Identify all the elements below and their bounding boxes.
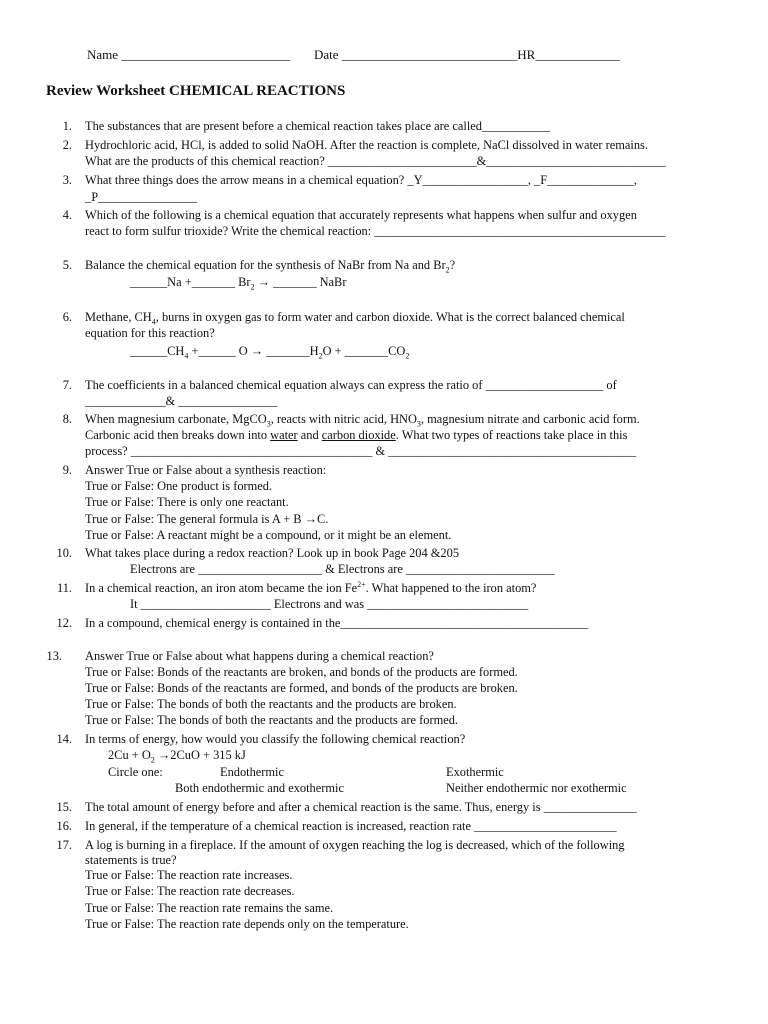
list-item: True or False: One product is formed. [85, 479, 273, 493]
question-4-line1: Which of the following is a chemical equation that accurately represents what happens when sulfur and oxygen [85, 208, 637, 222]
question-13-line1: Answer True or False about what happens during a chemical reaction? [85, 649, 434, 663]
question-number: 1. [62, 119, 72, 133]
list-item: True or False: The general formula is A + B →C. [85, 512, 329, 526]
option-exothermic[interactable]: Exothermic [446, 765, 504, 779]
question-number: 15. [56, 800, 72, 814]
question-7-line1: The coefficients in a balanced chemical equation always can express the ratio of ___________________ of [85, 378, 617, 392]
question-11-line2: It _____________________ Electrons and was __________________________ [130, 597, 529, 611]
list-item: True or False: The reaction rate remains the same. [85, 901, 334, 915]
list-item: True or False: A reactant might be a compound, or it might be an element. [85, 528, 452, 542]
question-15-line1: The total amount of energy before and after a chemical reaction is the same. Thus, energy is _______________ [85, 800, 637, 814]
list-item: True or False: The reaction rate decreases. [85, 884, 295, 898]
question-8-line3: process? _______________________________________ & ________________________________________ [85, 444, 637, 458]
question-number: 4. [62, 208, 72, 222]
question-number: 17. [56, 838, 72, 852]
circle-one-label: Circle one: [108, 765, 163, 779]
question-6-line1: Methane, $CH_4$, burns in oxygen gas to form water and carbon dioxide. What is the correct balanced chemical [85, 310, 625, 327]
question-14-line1: In terms of energy, how would you classify the following chemical reaction? [85, 732, 466, 746]
page-title: Review Worksheet CHEMICAL REACTIONS [46, 83, 346, 99]
question-2-line2: What are the products of this chemical reaction? ________________________&_____________________________ [85, 154, 666, 168]
question-17-line2: statements is true? [85, 853, 177, 867]
list-item: True or False: Bonds of the reactants are formed, and bonds of the products are broken. [85, 681, 518, 695]
question-number: 5. [62, 258, 72, 272]
question-3-line1: What three things does the arrow means in a chemical equation? _Y_________________, _F______________, [85, 173, 637, 187]
question-number: 3. [62, 173, 72, 187]
question-11-line1: In a chemical reaction, an iron atom became the ion $Fe^{2+}$. What happened to the iron atom? [85, 579, 537, 595]
question-number: 9. [62, 463, 72, 477]
question-number: 10. [56, 546, 72, 560]
question-6-equation: $\_\_\_\_\_\_CH_4$ +______ $O \to \_\_\_\_\_\_\_H_2O$ + $\_\_\_\_\_\_\_CO_2$ [130, 344, 410, 361]
name-field[interactable]: Name __________________________ [87, 47, 291, 62]
question-12-line1: In a compound, chemical energy is contained in the________________________________________ [85, 616, 589, 630]
question-1-text: The substances that are present before a chemical reaction takes place are called___________ [85, 119, 551, 133]
question-number: 13. [46, 649, 62, 663]
question-5-line1: Balance the chemical equation for the synthesis of NaBr from Na and $Br_2$? [85, 258, 456, 275]
question-10-line2: Electrons are ____________________ & Electrons are ________________________ [130, 562, 555, 576]
option-neither[interactable]: Neither endothermic nor exothermic [446, 781, 627, 795]
question-8-line2: Carbonic acid then breaks down into water and carbon dioxide. What two types of reactions take place in this [85, 428, 628, 442]
option-endothermic[interactable]: Endothermic [220, 765, 284, 779]
list-item: True or False: The bonds of both the reactants and the products are formed. [85, 713, 459, 727]
question-17-line1: A log is burning in a fireplace. If the amount of oxygen reaching the log is decreased, which of the following [85, 838, 625, 852]
question-number: 8. [62, 412, 72, 426]
question-number: 14. [56, 732, 72, 746]
question-4-line2: react to form sulfur trioxide? Write the chemical reaction: _______________________________________________ [85, 224, 666, 238]
question-number: 16. [56, 819, 72, 833]
question-number: 7. [62, 378, 72, 392]
question-7-line2: _____________& ________________ [85, 394, 278, 408]
question-14-equation: $2Cu + O_2 \to 2CuO + 315$ kJ [108, 748, 246, 765]
question-10-line1: What takes place during a redox reaction? Look up in book Page 204 &205 [85, 546, 460, 560]
option-both[interactable]: Both endothermic and exothermic [175, 781, 344, 795]
question-5-equation: ______Na +_______ $Br_2$ → _______ NaBr [130, 275, 347, 292]
question-9-line1: Answer True or False about a synthesis reaction: [85, 463, 327, 477]
question-8-line1: When magnesium carbonate, MgCO$_3$, reacts with nitric acid, $HNO_3$, magnesium nitrate and carbonic acid form. [85, 412, 640, 429]
question-16-line1: In general, if the temperature of a chemical reaction is increased, reaction rate _______________________ [85, 819, 617, 833]
list-item: True or False: The reaction rate increases. [85, 868, 293, 882]
question-number: 12. [56, 616, 72, 630]
question-number: 11. [56, 581, 72, 595]
question-6-line2: equation for this reaction? [85, 326, 215, 340]
list-item: True or False: The reaction rate depends only on the temperature. [85, 917, 409, 931]
list-item: True or False: There is only one reactant. [85, 495, 289, 509]
list-item: True or False: Bonds of the reactants are broken, and bonds of the products are formed. [85, 665, 518, 679]
list-item: True or False: The bonds of both the reactants and the products are broken. [85, 697, 457, 711]
question-2-line1: Hydrochloric acid, HCl, is added to solid NaOH. After the reaction is complete, NaCl dissolved in water remains. [85, 138, 648, 152]
question-3-line2: _P________________ [85, 190, 198, 204]
date-hr-field[interactable]: Date ___________________________HR_____________ [314, 47, 620, 62]
question-number: 6. [62, 310, 72, 324]
question-number: 2. [62, 138, 72, 152]
